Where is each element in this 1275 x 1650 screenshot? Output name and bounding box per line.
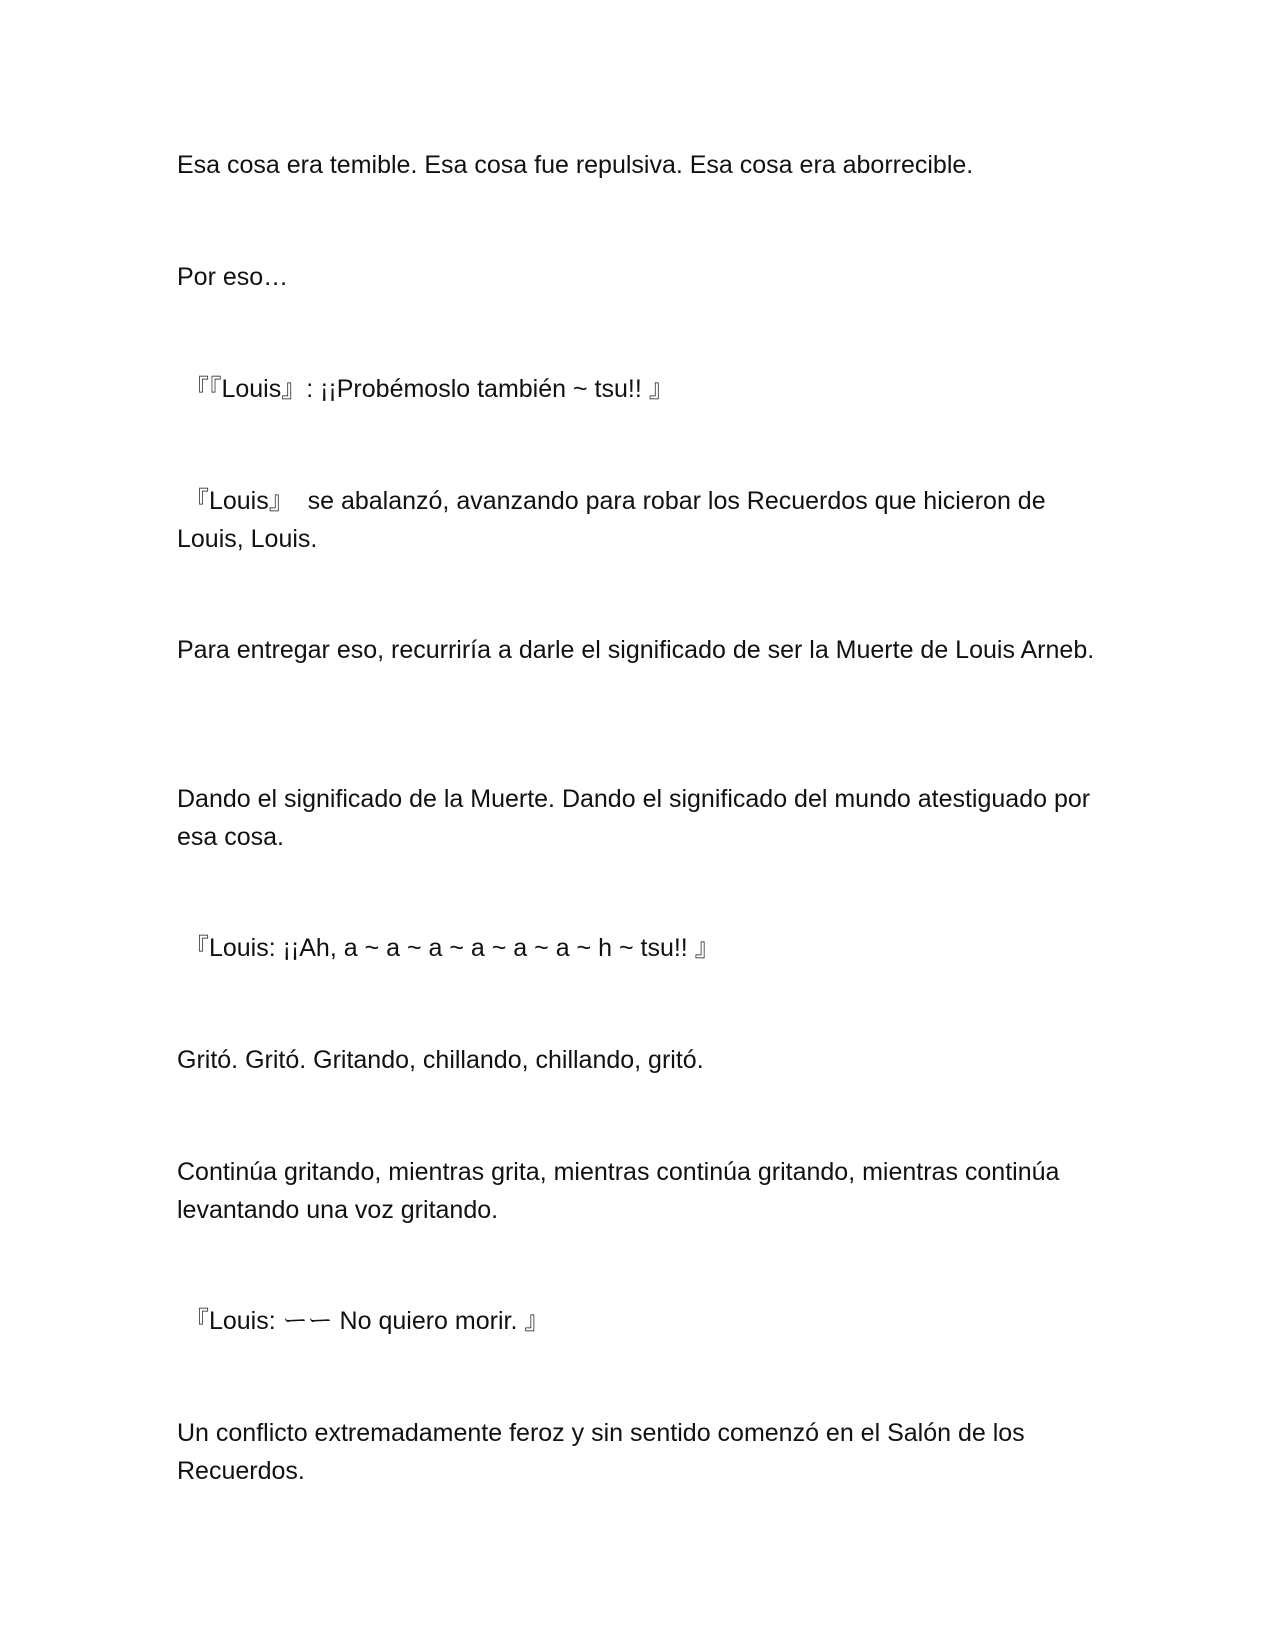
paragraph: Continúa gritando, mientras grita, mientras continúa gritando, mientras continúa levantando una voz gritando. xyxy=(177,1158,1067,1224)
paragraph: Esa cosa era temible. Esa cosa fue repulsiva. Esa cosa era aborrecible. xyxy=(177,151,974,179)
paragraph: Gritó. Gritó. Gritando, chillando, chillando, gritó. xyxy=(177,1046,704,1074)
paragraph: Dando el significado de la Muerte. Dando el significado del mundo atestiguado por esa cosa. xyxy=(177,785,1098,851)
paragraph: Un conflicto extremadamente feroz y sin sentido comenzó en el Salón de los Recuerdos. xyxy=(177,1419,1032,1485)
dialogue-line: 『『Louis』: ¡¡Probémoslo también ~ tsu!! 』 xyxy=(177,375,674,403)
dialogue-line: 『Louis: ーー No quiero morir. 』 xyxy=(177,1307,550,1335)
paragraph: Por eso… xyxy=(177,263,289,291)
paragraph: Para entregar eso, recurriría a darle el significado de ser la Muerte de Louis Arneb. xyxy=(177,636,1095,664)
dialogue-line: 『Louis: ¡¡Ah, a ~ a ~ a ~ a ~ a ~ a ~ h ~ tsu!! 』 xyxy=(177,934,720,962)
paragraph: 『Louis』 se abalanzó, avanzando para robar los Recuerdos que hicieron de Louis, Louis. xyxy=(177,487,1053,553)
